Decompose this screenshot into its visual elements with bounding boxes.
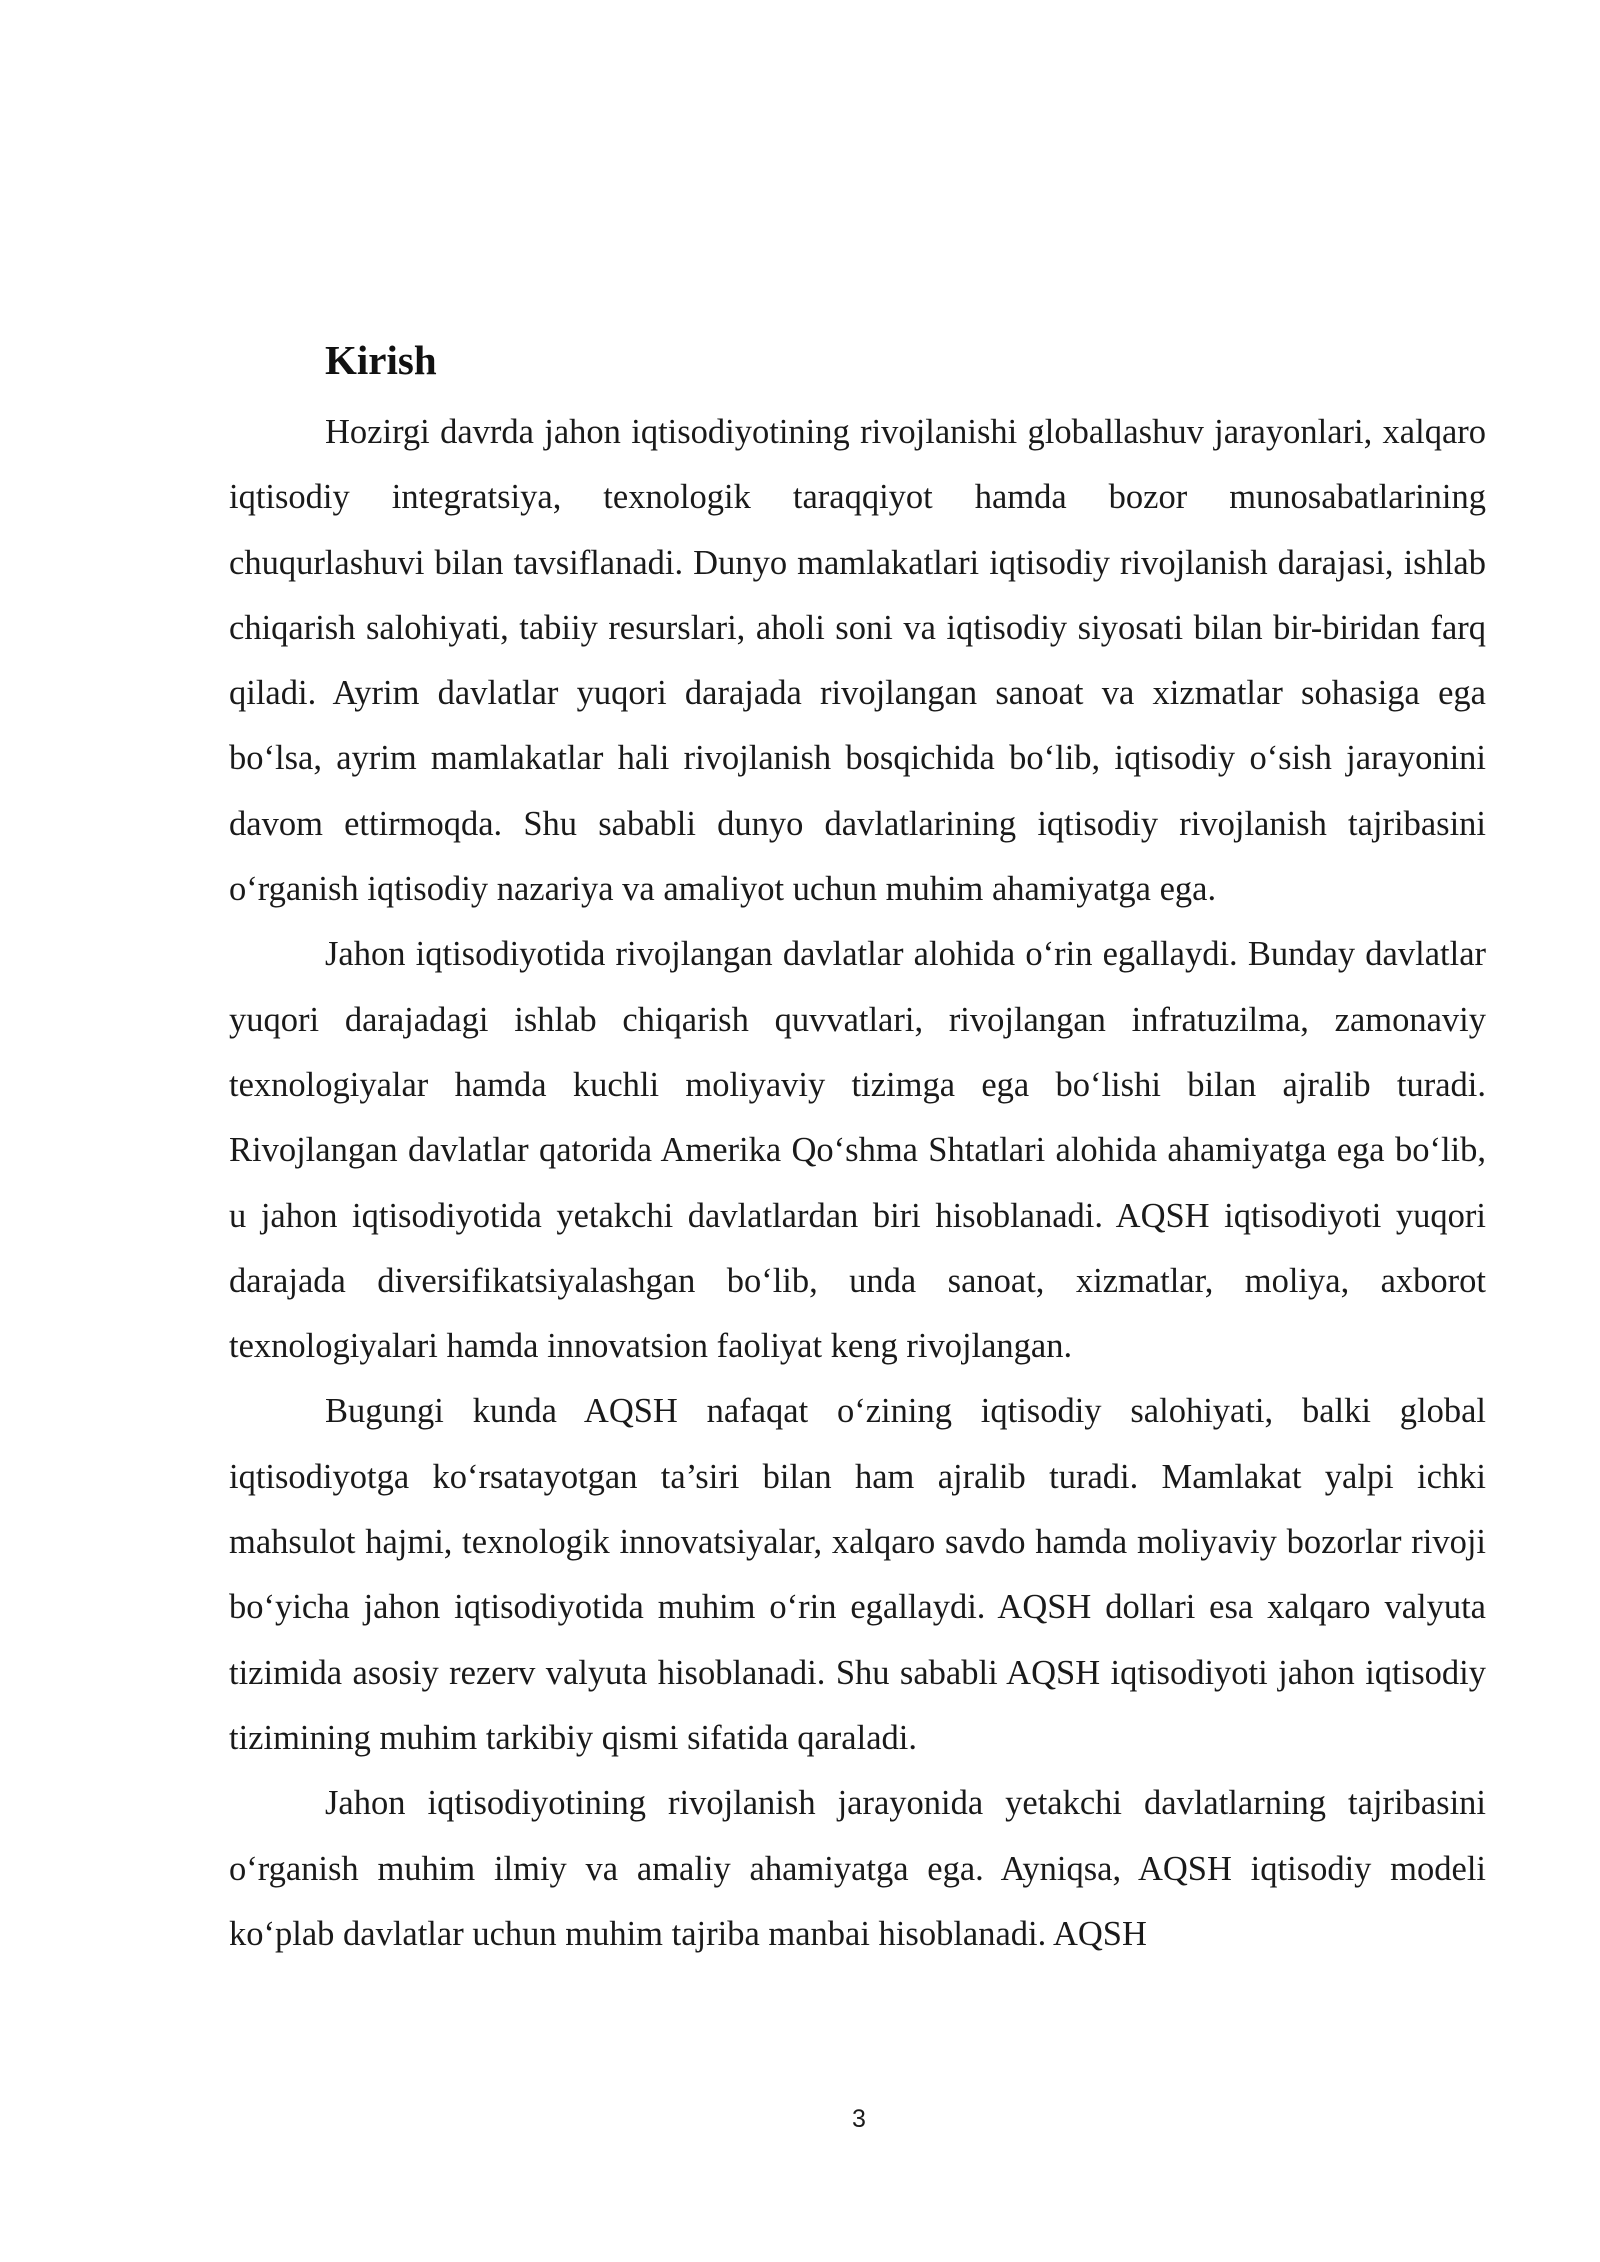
section-heading: Kirish xyxy=(325,337,437,383)
paragraph-2: Jahon iqtisodiyotida rivojlangan davlatlar alohida o‘rin egallaydi. Bunday davlatlar yuqori darajadagi ishlab chiqarish quvvatlari, rivojlangan infratuzilma, zamonaviy texnologiyalar hamda kuchli moliyaviy tizimga ega bo‘lishi bilan ajralib turadi. Rivojlangan davlatlar qatorida Amerika Qo‘shma Shtatlari alohida ahamiyatga ega bo‘lib, u jahon iqtisodiyotida yetakchi davlatlardan biri hisoblanadi. AQSH iqtisodiyoti yuqori darajada diversifikatsiyalashgan bo‘lib, unda sanoat, xizmatlar, moliya, axborot texnologiyalari hamda innovatsion faoliyat keng rivojlangan. xyxy=(229,935,1486,1366)
paragraph-3: Bugungi kunda AQSH nafaqat o‘zining iqtisodiy salohiyati, balki global iqtisodiyotga ko‘rsatayotgan ta’siri bilan ham ajralib turadi. Mamlakat yalpi ichki mahsulot hajmi, texnologik innovatsiyalar, xalqaro savdo hamda moliyaviy bozorlar rivoji bo‘yicha jahon iqtisodiyotida muhim o‘rin egallaydi. AQSH dollari esa xalqaro valyuta tizimida asosiy rezerv valyuta hisoblanadi. Shu sababli AQSH iqtisodiyoti jahon iqtisodiy tizimining muhim tarkibiy qismi sifatida qaraladi. xyxy=(229,1392,1486,1757)
paragraph-1: Hozirgi davrda jahon iqtisodiyotining rivojlanishi globallashuv jarayonlari, xalqaro iqtisodiy integratsiya, texnologik taraqqiyot hamda bozor munosabatlarining chuqurlashuvi bilan tavsiflanadi. Dunyo mamlakatlari iqtisodiy rivojlanish darajasi, ishlab chiqarish salohiyati, tabiiy resurslari, aholi soni va iqtisodiy siyosati bilan bir-biridan farq qiladi. Ayrim davlatlar yuqori darajada rivojlangan sanoat va xizmatlar sohasiga ega bo‘lsa, ayrim mamlakatlar hali rivojlanish bosqichida bo‘lib, iqtisodiy o‘sish jarayonini davom ettirmoqda. Shu sababli dunyo davlatlarining iqtisodiy rivojlanish tajribasini o‘rganish iqtisodiy nazariya va amaliyot uchun muhim ahamiyatga ega. xyxy=(229,413,1486,909)
page-body xyxy=(229,330,1486,1967)
page-number: 3 xyxy=(852,2105,866,2133)
paragraph-4: Jahon iqtisodiyotining rivojlanish jarayonida yetakchi davlatlarning tajribasini o‘rganish muhim ilmiy va amaliy ahamiyatga ega. Ayniqsa, AQSH iqtisodiy modeli ko‘plab davlatlar uchun muhim tajriba manbai hisoblanadi. AQSH xyxy=(229,1784,1486,1953)
